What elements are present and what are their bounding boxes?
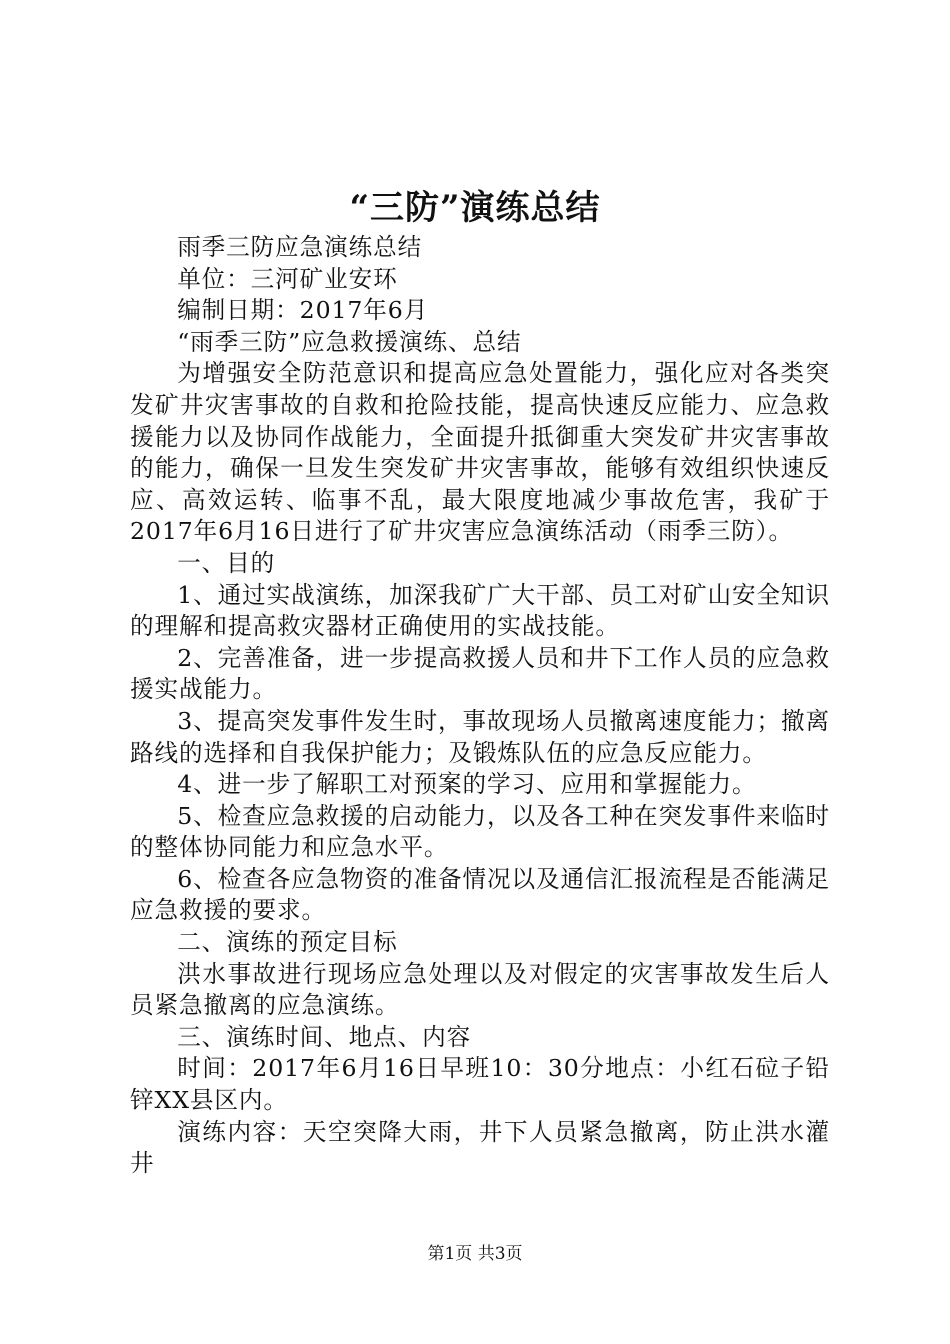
paragraph: 时间：2017年6月16日早班10：30分地点：小红石砬子铅锌XX县区内。 <box>130 1054 830 1115</box>
section-heading: 二、演练的预定目标 <box>177 928 398 957</box>
paragraph: 雨季三防应急演练总结 <box>177 233 423 261</box>
paragraph: 6、检查各应急物资的准备情况以及通信汇报流程是否能满足应急救援的要求。 <box>130 864 830 925</box>
paragraph: “雨季三防”应急救援演练、总结 <box>177 327 522 356</box>
paragraph: 4、进一步了解职工对预案的学习、应用和掌握能力。 <box>177 770 757 799</box>
paragraph: 洪水事故进行现场应急处理以及对假定的灾害事故发生后人员紧急撤离的应急演练。 <box>130 959 830 1020</box>
paragraph: 5、检查应急救援的启动能力，以及各工种在突发事件来临时的整体协同能力和应急水平。 <box>130 801 830 862</box>
paragraph: 为增强安全防范意识和提高应急处置能力，强化应对各类突发矿井灾害事故的自救和抢险技能，提高快速反应能力、应急救援能力以及协同作战能力，全面提升抵御重大突发矿井灾害事故的能力，确保一旦发生突发矿井灾害事故，能够有效组织快速反应、高效运转、临事不乱，最大限度地减少事故危害，我矿于2017年6月16日进行了矿井灾害应急演练活动（雨季三防）。 <box>130 359 830 546</box>
paragraph: 1、通过实战演练，加深我矿广大干部、员工对矿山安全知识的理解和提高救灾器材正确使用的实战技能。 <box>130 580 830 641</box>
paragraph: 单位：三河矿业安环 <box>177 264 398 293</box>
paragraph: 3、提高突发事件发生时，事故现场人员撤离速度能力；撤离路线的选择和自我保护能力；及锻炼队伍的应急反应能力。 <box>130 706 830 767</box>
paragraph: 演练内容：天空突降大雨，井下人员紧急撤离，防止洪水灌井 <box>130 1117 830 1178</box>
section-heading: 三、演练时间、地点、内容 <box>177 1022 472 1051</box>
paragraph: 编制日期：2017年6月 <box>177 296 429 325</box>
paragraph: 2、完善准备，进一步提高救援人员和井下工作人员的应急救援实战能力。 <box>130 643 830 704</box>
document-body <box>130 232 830 1180</box>
page-footer: 第1页 共3页 <box>427 1244 523 1264</box>
document-title: “三防”演练总结 <box>349 188 601 228</box>
section-heading: 一、目的 <box>177 548 276 577</box>
